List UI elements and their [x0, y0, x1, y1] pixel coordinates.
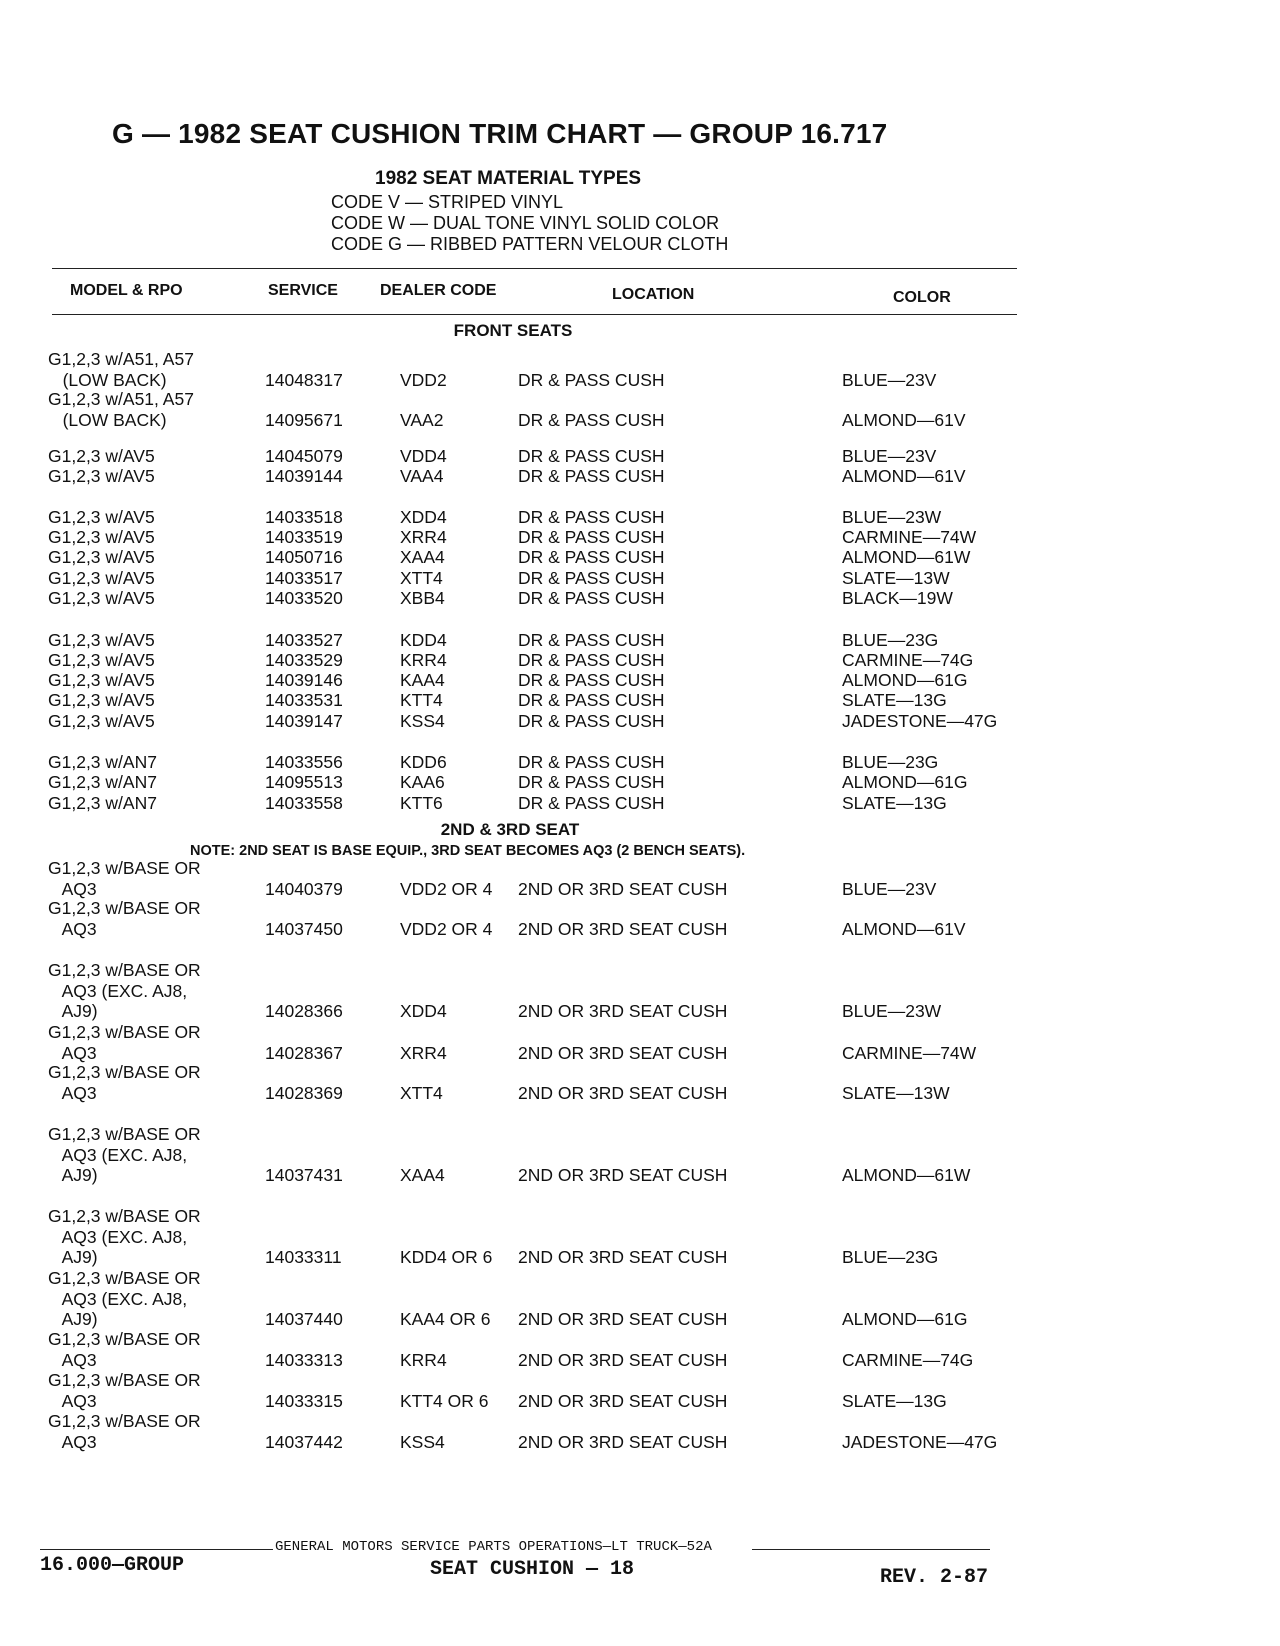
color-cell: JADESTONE—47G [842, 711, 998, 731]
location-cell: DR & PASS CUSH [518, 409, 665, 430]
material-code-v: CODE V — STRIPED VINYL [331, 192, 564, 212]
dealer-code-cell: KAA6 [400, 772, 445, 792]
seat-note: NOTE: 2ND SEAT IS BASE EQUIP., 3RD SEAT BECOMES AQ3 (2 BENCH SEATS). [190, 843, 746, 859]
location-cell: 2ND OR 3RD SEAT CUSH [518, 1390, 728, 1411]
dealer-code-cell: KDD4 [400, 630, 447, 650]
service-cell: 14033518 [265, 507, 343, 527]
dealer-code-cell: VAA2 [400, 409, 444, 430]
color-cell: CARMINE—74G [842, 650, 974, 670]
color-cell: BLUE—23V [842, 878, 937, 899]
footer-rule-left [40, 1549, 273, 1550]
dealer-code-cell: KRR4 [400, 1349, 447, 1370]
model-cell: G1,2,3 w/AV5 [48, 466, 155, 486]
color-cell: SLATE—13G [842, 1390, 947, 1411]
dealer-code-cell: KSS4 [400, 1431, 445, 1452]
header-model: MODEL & RPO [70, 282, 183, 299]
model-cell: G1,2,3 w/A51, A57 (LOW BACK) [48, 349, 194, 390]
model-cell: G1,2,3 w/BASE OR AQ3 [48, 858, 201, 899]
color-cell: CARMINE—74W [842, 1042, 977, 1063]
model-cell: G1,2,3 w/AV5 [48, 507, 155, 527]
header-location: LOCATION [612, 286, 695, 303]
service-cell: 14033531 [265, 690, 343, 710]
color-cell: SLATE—13W [842, 568, 950, 588]
color-cell: SLATE—13W [842, 1082, 950, 1103]
model-cell: G1,2,3 w/BASE OR AQ3 (EXC. AJ8, AJ9) [48, 960, 201, 1021]
section-front-seats: FRONT SEATS [453, 321, 573, 340]
service-cell: 14039146 [265, 670, 343, 690]
color-cell: SLATE—13G [842, 690, 947, 710]
service-cell: 14028367 [265, 1042, 343, 1063]
location-cell: DR & PASS CUSH [518, 690, 665, 710]
location-cell: 2ND OR 3RD SEAT CUSH [518, 1309, 728, 1329]
color-cell: BLUE—23G [842, 752, 939, 772]
model-cell: G1,2,3 w/AV5 [48, 630, 155, 650]
dealer-code-cell: KSS4 [400, 711, 445, 731]
model-cell: G1,2,3 w/AN7 [48, 772, 157, 792]
header-color: COLOR [893, 289, 951, 306]
material-code-w: CODE W — DUAL TONE VINYL SOLID COLOR [331, 213, 720, 233]
header-dealer-code: DEALER CODE [380, 282, 497, 299]
location-cell: DR & PASS CUSH [518, 711, 665, 731]
model-cell: G1,2,3 w/AV5 [48, 670, 155, 690]
dealer-code-cell: XDD4 [400, 507, 447, 527]
dealer-code-cell: XBB4 [400, 588, 445, 608]
model-cell: G1,2,3 w/BASE OR AQ3 [48, 1329, 201, 1370]
color-cell: SLATE—13G [842, 793, 947, 813]
service-cell: 14037450 [265, 918, 343, 939]
service-cell: 14095671 [265, 409, 343, 430]
dealer-code-cell: XAA4 [400, 1165, 445, 1185]
service-cell: 14037440 [265, 1309, 343, 1329]
dealer-code-cell: KTT4 OR 6 [400, 1390, 489, 1411]
location-cell: DR & PASS CUSH [518, 466, 665, 486]
model-cell: G1,2,3 w/BASE OR AQ3 [48, 1411, 201, 1452]
service-cell: 14033558 [265, 793, 343, 813]
location-cell: DR & PASS CUSH [518, 547, 665, 567]
dealer-code-cell: VDD2 OR 4 [400, 878, 493, 899]
color-cell: ALMOND—61V [842, 918, 966, 939]
model-cell: G1,2,3 w/AV5 [48, 547, 155, 567]
material-types-title: 1982 SEAT MATERIAL TYPES [375, 168, 642, 189]
location-cell: DR & PASS CUSH [518, 446, 665, 466]
dealer-code-cell: VDD2 OR 4 [400, 918, 493, 939]
location-cell: DR & PASS CUSH [518, 568, 665, 588]
color-cell: ALMOND—61G [842, 772, 968, 792]
service-cell: 14037431 [265, 1165, 343, 1185]
model-cell: G1,2,3 w/AN7 [48, 752, 157, 772]
dealer-code-cell: KTT4 [400, 690, 443, 710]
location-cell: DR & PASS CUSH [518, 630, 665, 650]
dealer-code-cell: KAA4 [400, 670, 445, 690]
page-title: G — 1982 SEAT CUSHION TRIM CHART — GROUP 16.717 [112, 118, 888, 149]
service-cell: 14028369 [265, 1082, 343, 1103]
service-cell: 14039147 [265, 711, 343, 731]
color-cell: ALMOND—61G [842, 670, 968, 690]
footer-rule-right [752, 1549, 990, 1550]
service-cell: 14048317 [265, 369, 343, 390]
material-code-g: CODE G — RIBBED PATTERN VELOUR CLOTH [331, 234, 729, 254]
model-cell: G1,2,3 w/AV5 [48, 446, 155, 466]
dealer-code-cell: XAA4 [400, 547, 445, 567]
model-cell: G1,2,3 w/AV5 [48, 650, 155, 670]
service-cell: 14033517 [265, 568, 343, 588]
footer-group: 16.000—GROUP [40, 1554, 185, 1577]
location-cell: 2ND OR 3RD SEAT CUSH [518, 1165, 728, 1185]
model-cell: G1,2,3 w/BASE OR AQ3 [48, 898, 201, 939]
service-cell: 14033520 [265, 588, 343, 608]
model-cell: G1,2,3 w/BASE OR AQ3 (EXC. AJ8, AJ9) [48, 1268, 201, 1329]
service-cell: 14033315 [265, 1390, 343, 1411]
service-cell: 14033519 [265, 527, 343, 547]
dealer-code-cell: XTT4 [400, 568, 443, 588]
location-cell: DR & PASS CUSH [518, 752, 665, 772]
location-cell: DR & PASS CUSH [518, 527, 665, 547]
section-second-third-seat: 2ND & 3RD SEAT [440, 820, 580, 839]
color-cell: BLUE—23W [842, 507, 942, 527]
dealer-code-cell: KTT6 [400, 793, 443, 813]
model-cell: G1,2,3 w/BASE OR AQ3 [48, 1022, 201, 1063]
service-cell: 14033311 [265, 1247, 342, 1267]
model-cell: G1,2,3 w/BASE OR AQ3 [48, 1370, 201, 1411]
location-cell: DR & PASS CUSH [518, 588, 665, 608]
location-cell: 2ND OR 3RD SEAT CUSH [518, 878, 728, 899]
color-cell: JADESTONE—47G [842, 1431, 998, 1452]
dealer-code-cell: KDD4 OR 6 [400, 1247, 493, 1267]
dealer-code-cell: XTT4 [400, 1082, 443, 1103]
service-cell: 14028366 [265, 1001, 343, 1021]
dealer-code-cell: VDD4 [400, 446, 447, 466]
model-cell: G1,2,3 w/AN7 [48, 793, 157, 813]
service-cell: 14033556 [265, 752, 343, 772]
dealer-code-cell: VAA4 [400, 466, 444, 486]
footer-rev: REV. 2-87 [880, 1566, 989, 1589]
service-cell: 14037442 [265, 1431, 343, 1452]
color-cell: BLUE—23V [842, 446, 937, 466]
color-cell: ALMOND—61V [842, 409, 966, 430]
service-cell: 14033529 [265, 650, 343, 670]
dealer-code-cell: XRR4 [400, 1042, 447, 1063]
dealer-code-cell: KAA4 OR 6 [400, 1309, 491, 1329]
footer-page: SEAT CUSHION — 18 [430, 1558, 635, 1581]
location-cell: 2ND OR 3RD SEAT CUSH [518, 1247, 728, 1267]
model-cell: G1,2,3 w/A51, A57 (LOW BACK) [48, 389, 194, 430]
color-cell: ALMOND—61V [842, 466, 966, 486]
location-cell: DR & PASS CUSH [518, 793, 665, 813]
location-cell: 2ND OR 3RD SEAT CUSH [518, 1001, 728, 1021]
model-cell: G1,2,3 w/AV5 [48, 711, 155, 731]
model-cell: G1,2,3 w/BASE OR AQ3 [48, 1062, 201, 1103]
color-cell: ALMOND—61W [842, 547, 971, 567]
location-cell: 2ND OR 3RD SEAT CUSH [518, 1082, 728, 1103]
color-cell: BLUE—23V [842, 369, 937, 390]
dealer-code-cell: XRR4 [400, 527, 447, 547]
color-cell: BLACK—19W [842, 588, 953, 608]
model-cell: G1,2,3 w/AV5 [48, 588, 155, 608]
service-cell: 14040379 [265, 878, 343, 899]
color-cell: BLUE—23G [842, 630, 939, 650]
model-cell: G1,2,3 w/BASE OR AQ3 (EXC. AJ8, AJ9) [48, 1206, 201, 1267]
dealer-code-cell: XDD4 [400, 1001, 447, 1021]
service-cell: 14033527 [265, 630, 343, 650]
color-cell: BLUE—23G [842, 1247, 939, 1267]
model-cell: G1,2,3 w/BASE OR AQ3 (EXC. AJ8, AJ9) [48, 1124, 201, 1185]
location-cell: DR & PASS CUSH [518, 369, 665, 390]
model-cell: G1,2,3 w/AV5 [48, 568, 155, 588]
header-service: SERVICE [268, 282, 338, 299]
color-cell: BLUE—23W [842, 1001, 942, 1021]
service-cell: 14033313 [265, 1349, 343, 1370]
color-cell: ALMOND—61G [842, 1309, 968, 1329]
location-cell: DR & PASS CUSH [518, 650, 665, 670]
service-cell: 14045079 [265, 446, 343, 466]
model-cell: G1,2,3 w/AV5 [48, 690, 155, 710]
dealer-code-cell: KDD6 [400, 752, 447, 772]
footer-gm-line: GENERAL MOTORS SERVICE PARTS OPERATIONS—LT TRUCK—52A [275, 1539, 712, 1555]
model-cell: G1,2,3 w/AV5 [48, 527, 155, 547]
service-cell: 14050716 [265, 547, 343, 567]
location-cell: DR & PASS CUSH [518, 670, 665, 690]
location-cell: 2ND OR 3RD SEAT CUSH [518, 1042, 728, 1063]
color-cell: CARMINE—74W [842, 527, 977, 547]
location-cell: 2ND OR 3RD SEAT CUSH [518, 1349, 728, 1370]
location-cell: DR & PASS CUSH [518, 772, 665, 792]
color-cell: CARMINE—74G [842, 1349, 974, 1370]
color-cell: ALMOND—61W [842, 1165, 971, 1185]
service-cell: 14039144 [265, 466, 343, 486]
dealer-code-cell: VDD2 [400, 369, 447, 390]
location-cell: DR & PASS CUSH [518, 507, 665, 527]
location-cell: 2ND OR 3RD SEAT CUSH [518, 918, 728, 939]
location-cell: 2ND OR 3RD SEAT CUSH [518, 1431, 728, 1452]
service-cell: 14095513 [265, 772, 343, 792]
dealer-code-cell: KRR4 [400, 650, 447, 670]
